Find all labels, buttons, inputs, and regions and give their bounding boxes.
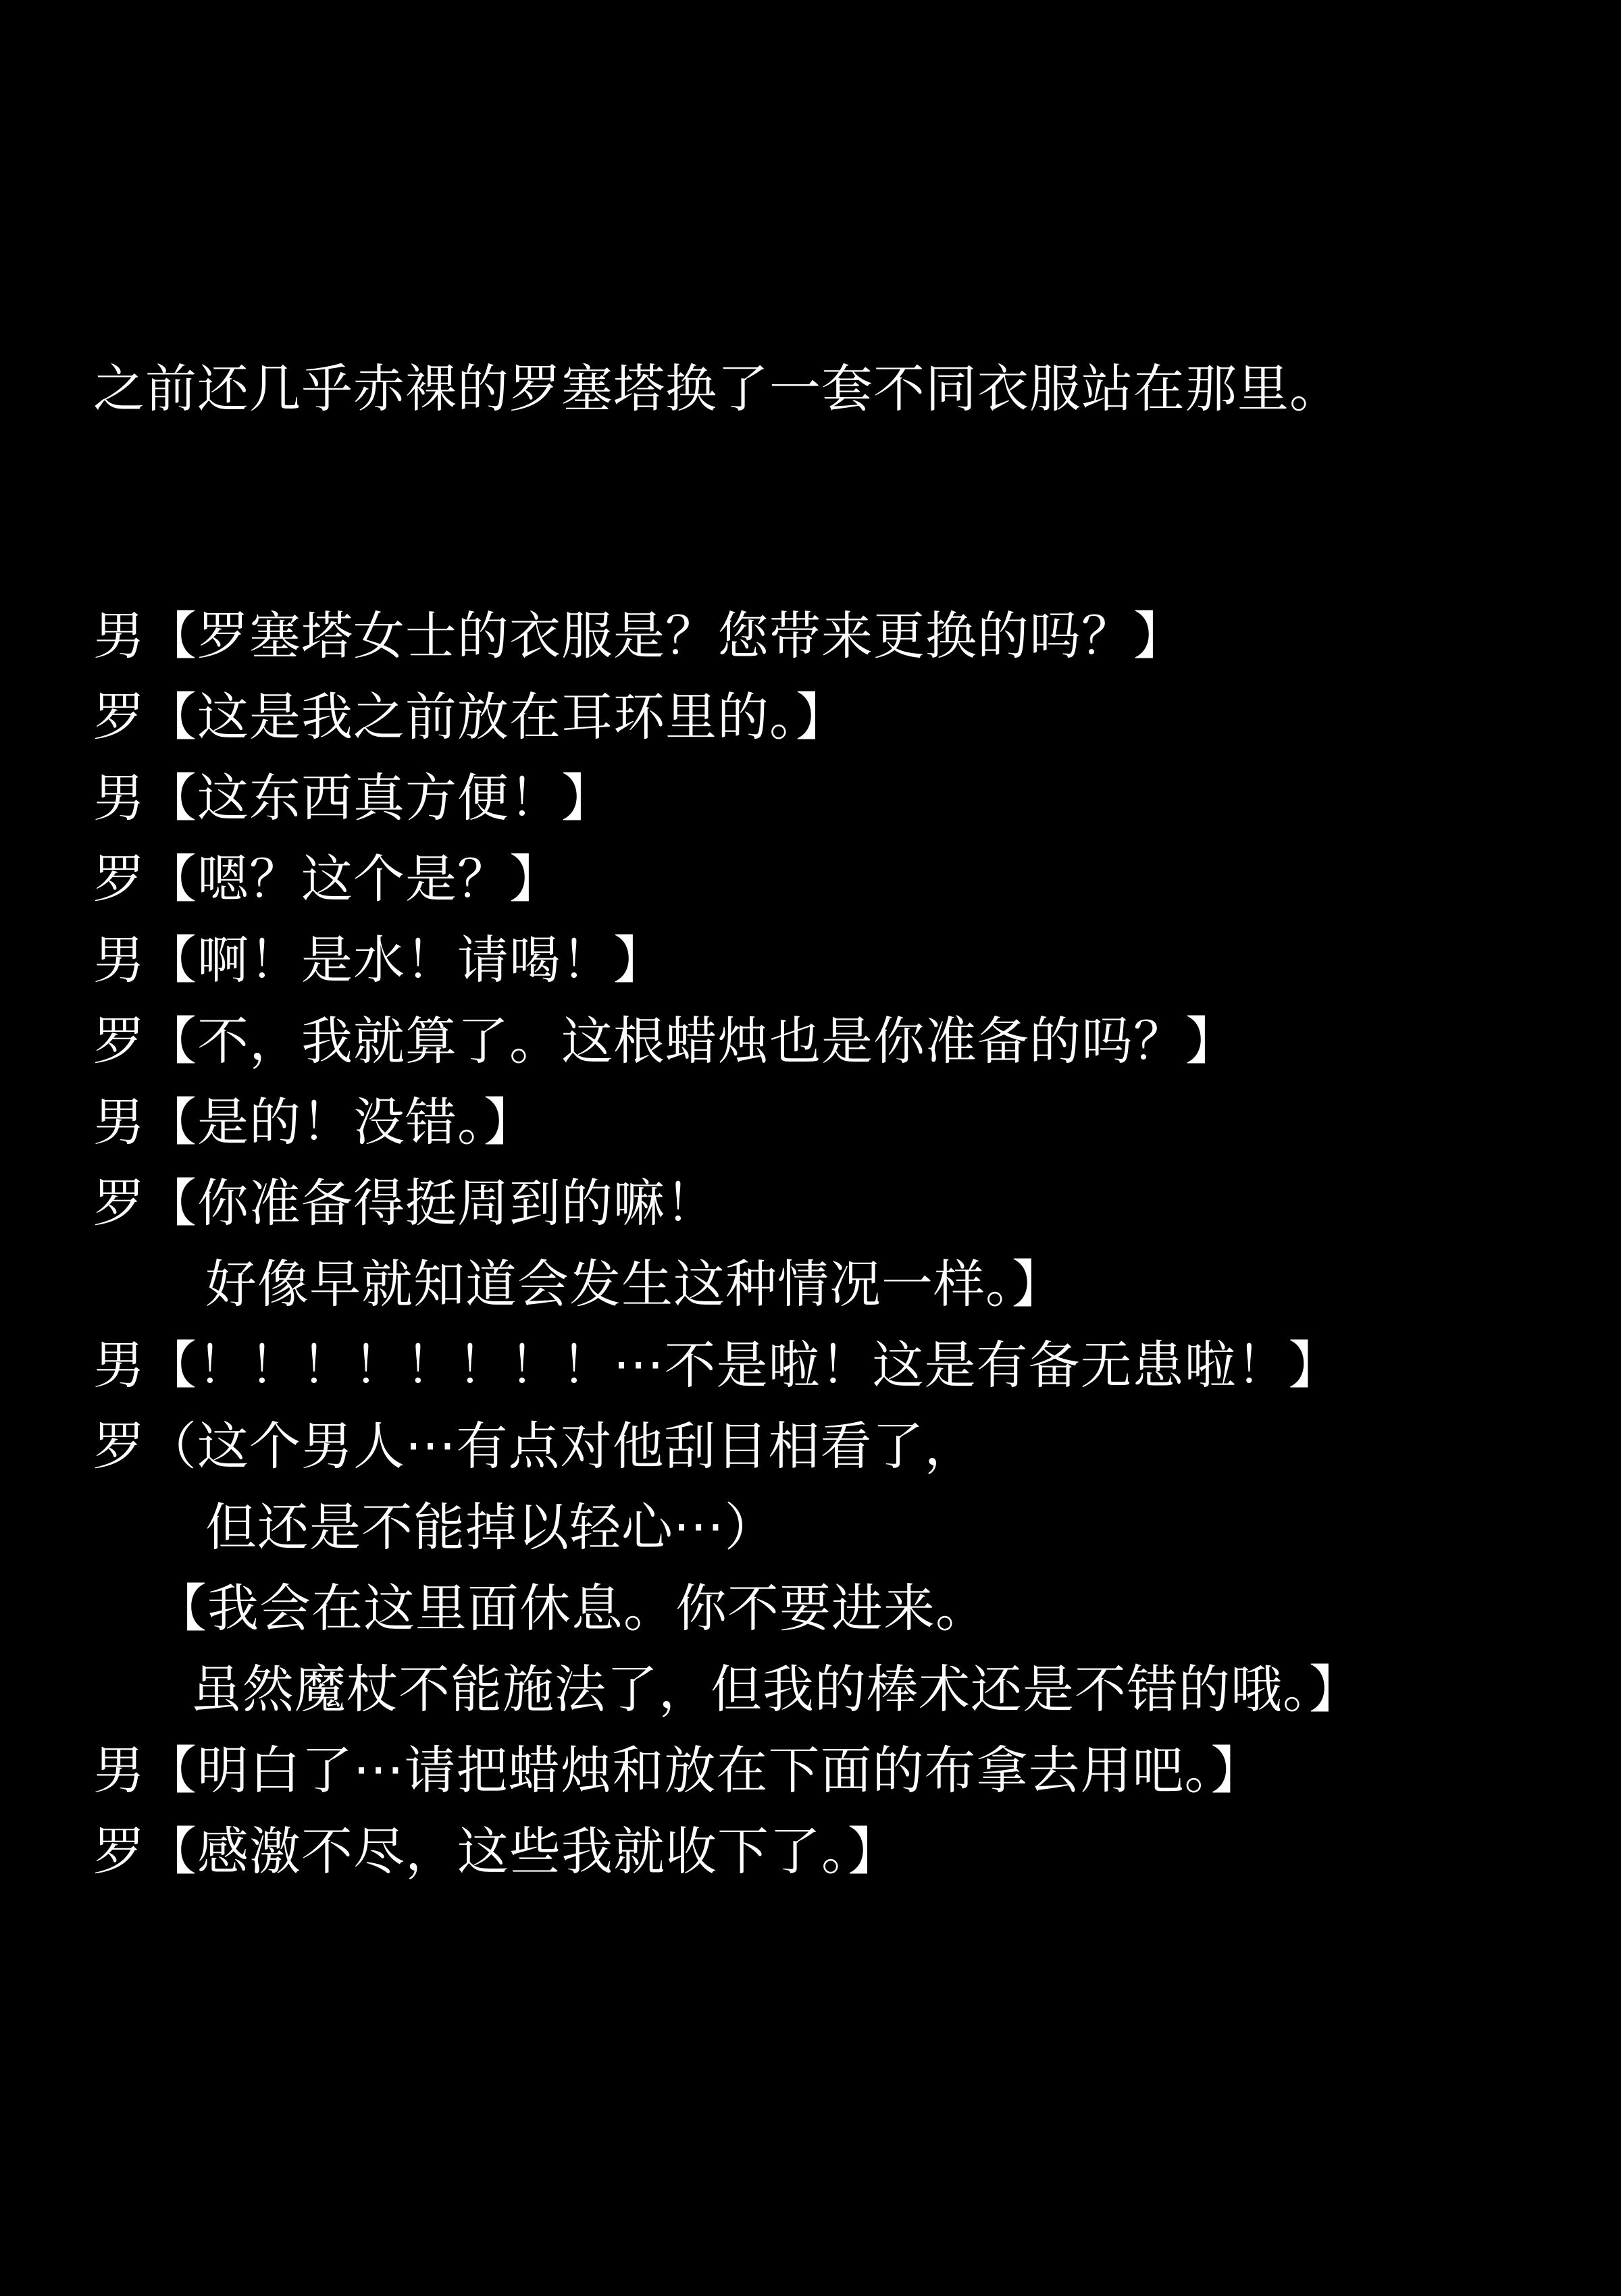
- dialogue-line: 罗【你准备得挺周到的嘛！: [93, 1173, 717, 1233]
- dialogue-line: 男【是的！没错。】: [93, 1092, 536, 1152]
- dialogue-continuation: 虽然魔杖不能施法了，但我的棒术还是不错的哦。】: [190, 1659, 1361, 1719]
- narration-text: 之前还几乎赤裸的罗塞塔换了一套不同衣服站在那里。: [93, 359, 1341, 419]
- dialogue-line: 男【罗塞塔女士的衣服是？您带来更换的吗？】: [93, 606, 1185, 666]
- dialogue-line: 罗【这是我之前放在耳环里的。】: [93, 687, 848, 747]
- dialogue-line: 罗【感激不尽，这些我就收下了。】: [93, 1821, 900, 1881]
- dialogue-line: 男【啊！是水！请喝！】: [93, 930, 665, 990]
- dialogue-line: 罗（这个男人···有点对他刮目相看了，: [93, 1416, 977, 1476]
- dialogue-line: 男【这东西真方便！】: [93, 768, 613, 828]
- dialogue-line: 罗【嗯？这个是？】: [93, 849, 561, 909]
- dialogue-continuation: 好像早就知道会发生这种情况一样。】: [205, 1254, 1064, 1314]
- dialogue-line: 男【！！！！！！！！···不是啦！这是有备无患啦！】: [93, 1335, 1341, 1395]
- dialogue-continuation: 但还是不能掉以轻心···）: [205, 1497, 777, 1557]
- dialogue-line: 罗【不，我就算了。这根蜡烛也是你准备的吗？】: [93, 1011, 1237, 1071]
- dialogue-line: 男【明白了···请把蜡烛和放在下面的布拿去用吧。】: [93, 1740, 1263, 1800]
- dialogue-line: 【我会在这里面休息。你不要进来。: [155, 1578, 987, 1638]
